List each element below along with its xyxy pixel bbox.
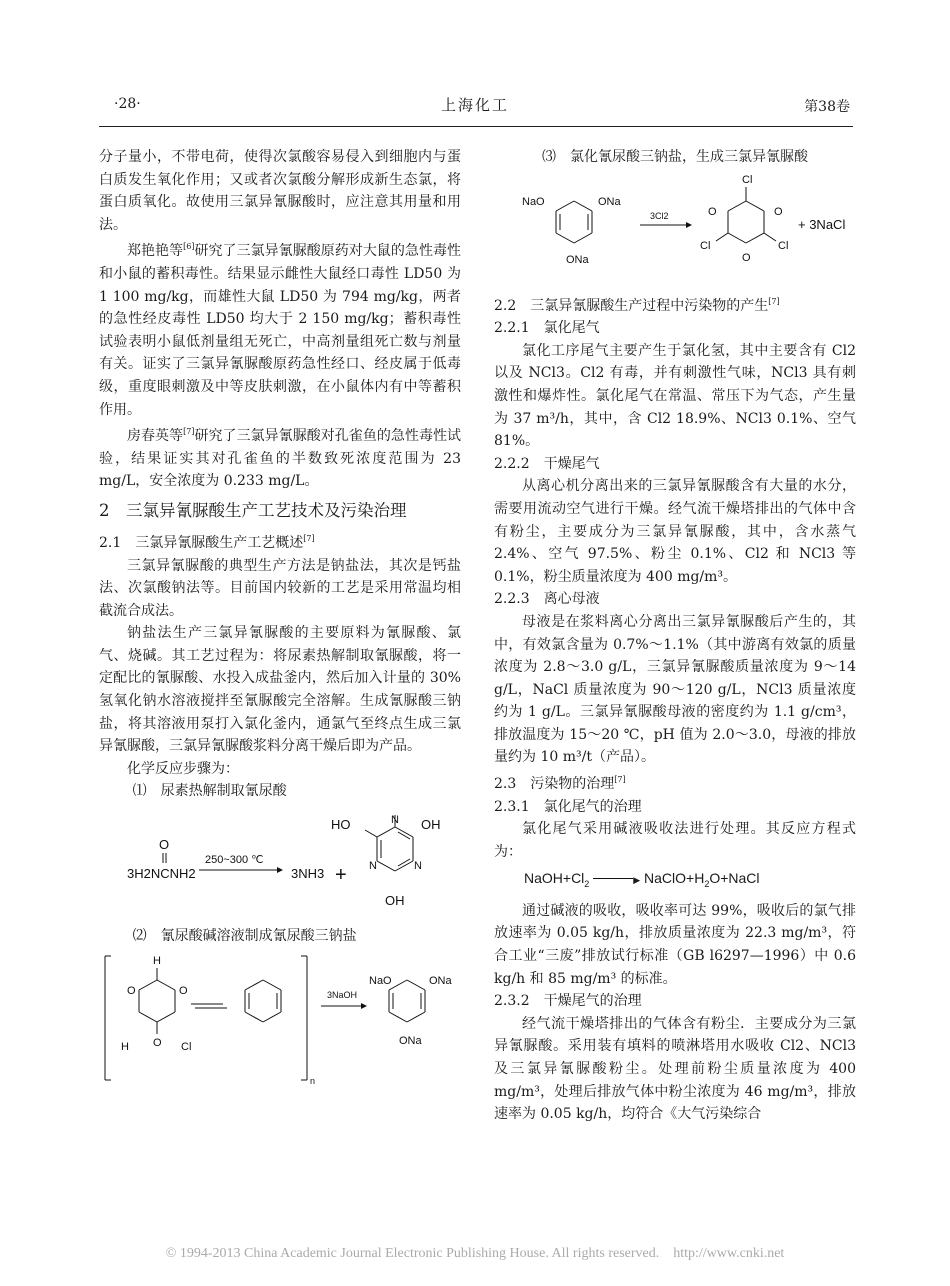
rx3-o-left: O bbox=[708, 205, 717, 218]
urea-formula: 3H2NCNH2 bbox=[127, 866, 196, 882]
section-2-heading: 2 三氯异氰脲酸生产工艺技术及污染治理 bbox=[99, 500, 407, 520]
journal-title: 上海化工 bbox=[440, 96, 509, 114]
rx3-cl-top: Cl bbox=[742, 173, 753, 186]
section-2-3-2-heading: 2.3.2 干燥尾气的治理 bbox=[494, 993, 642, 1010]
citation-7: [7] bbox=[183, 427, 195, 437]
section-2-3-heading: 2.3 污染物的治理[7] bbox=[494, 775, 626, 793]
urea-carbonyl-o: O bbox=[159, 837, 170, 853]
rx3-byproduct: + 3NaCl bbox=[798, 216, 846, 232]
paragraph-8: 从离心机分离出来的三氯异氰脲酸含有大量的水分，需要用流动空气进行干燥。经气流干燥塔排出的气体中含有粉尘，主要成分为三氯异氰脲酸，其中，含水蒸气 2.4%、空气 97.5%、粉尘 0.1%、Cl2 和 NCl3 等 0.1%，粉尘质量浓度为 400 mg/m³。 bbox=[494, 478, 856, 585]
page-number: ·28· bbox=[114, 96, 141, 112]
rx1-condition: 250~300 ℃ bbox=[205, 854, 264, 867]
absorption-equation: $NaOH+Cl_2$ ▶ $NaClO+H_2O+NaCl$ bbox=[524, 870, 760, 890]
rx2-n-subscript: n bbox=[310, 1075, 316, 1086]
right-column bbox=[494, 146, 856, 1126]
paragraph-4: 三氯异氰脲酸的典型生产方法是钠盐法，其次是钙盐法、次氯酸钠法等。目前国内较新的工艺是采用常温均相截流合成法。 bbox=[99, 557, 461, 619]
citation-6: [6] bbox=[183, 242, 195, 252]
ring-n-3: N bbox=[391, 814, 399, 827]
rx3-o-right: O bbox=[774, 205, 783, 218]
ammonia-formula: 3NH3 bbox=[291, 866, 325, 882]
rx3-ona-bottom: ONa bbox=[566, 253, 589, 266]
reaction-step-1: ⑴ 尿素热解制取氰尿酸 bbox=[132, 783, 287, 800]
rx3-ona-right: ONa bbox=[598, 195, 621, 208]
rx3-reagent: 3Cl2 bbox=[650, 210, 669, 221]
rx3-nao: NaO bbox=[522, 195, 545, 208]
section-2-2-3-heading: 2.2.3 离心母液 bbox=[494, 591, 600, 608]
section-2-1-heading: 2.1 三氯异氰脲酸生产工艺概述[7] bbox=[99, 533, 315, 551]
rx2-h-top: H bbox=[153, 954, 161, 967]
paragraph-9: 母液是在浆料离心分离出三氯异氰脲酸后产生的，其中，有效氯含量为 0.7%～1.1%（其中游离有效氯的质量浓度为 2.8～3.0 g/L，三氯异氰脲酸质量浓度为 9～14 g/L，NaCl 质量浓度为 90～120 g/L，NCl3 质量浓度约为 1 g/L。三氯异氰脲酸母液的密度约为 1.1 g/cm³，排放温度为 15～20 ℃，pH 值为 2.0～3.0，母液的排放量约为 10 m³/t（产品）。 bbox=[494, 613, 856, 766]
rx3-o-bottom: O bbox=[742, 251, 751, 264]
rx2-nao: NaO bbox=[369, 974, 392, 987]
header-rule bbox=[99, 126, 853, 127]
rx2-o-bottom: O bbox=[153, 1036, 162, 1049]
reaction-3-diagram bbox=[494, 171, 856, 289]
page-header bbox=[0, 0, 950, 132]
paragraph-1: 分子量小，不带电荷，使得次氯酸容易侵入到细胞内与蛋白质发生氧化作用；又或者次氯酸分解形成新生态氯，将蛋白质氧化。故使用三氯异氰脲酸时，应注意其用量和用法。 bbox=[99, 149, 461, 233]
rx2-o-left: O bbox=[127, 984, 136, 997]
ring-oh-label-1: OH bbox=[421, 817, 441, 833]
rx3-cl-right: Cl bbox=[778, 239, 789, 252]
reaction-1-diagram bbox=[99, 805, 461, 917]
rx2-cl: Cl bbox=[181, 1040, 192, 1053]
paragraph-7: 氯化工序尾气主要产生于氯化氢，其中主要含有 Cl2 以及 NCl3。Cl2 有毒，并有刺激性气味，NCl3 具有刺激性和爆炸性。氯化尾气在常温、常压下为气态，产生量为 37 m³/h，其中，含 Cl2 18.9%、NCl3 0.1%、空气 81%。 bbox=[494, 342, 856, 450]
rx2-reagent: 3NaOH bbox=[327, 989, 358, 1000]
volume-label: 第38卷 bbox=[804, 99, 850, 115]
ring-ho-label: HO bbox=[331, 817, 351, 833]
section-2-2-1-heading: 2.2.1 氯化尾气 bbox=[494, 320, 600, 337]
rx3-cl-left: Cl bbox=[700, 239, 711, 252]
paragraph-2: 郑艳艳等[6]研究了三氯异氰脲酸原药对大鼠的急性毒性和小鼠的蓄积毒性。结果显示雌性大鼠经口毒性 LD50 为 1 100 mg/kg，而雄性大鼠 LD50 为 794 mg/kg，两者的急性经皮毒性 LD50 均大于 2 150 mg/kg；蓄积毒性试验表明小鼠低剂量组无死亡，中高剂量组死亡数与剂量有关。证实了三氯异氰脲酸原药急性经口、经皮属于低毒级，重度眼刺激及中等皮肤刺激，在小鼠体内有中等蓄积作用。 bbox=[99, 242, 462, 418]
paragraph-12: 经气流干燥塔排出的气体含有粉尘．主要成分为三氯异氰脲酸。采用装有填料的喷淋塔用水吸收 Cl2、NCl3 及三氯异氰脲酸粉尘。处理前粉尘质量浓度为 400 mg/m³，处理后排放气体中粉尘浓度为 46 mg/m³，排放速率为 0.05 kg/h，均符合《大气污染综合 bbox=[494, 1015, 856, 1123]
paragraph-11: 通过碱液的吸收，吸收率可达 99%，吸收后的氯气排放速率为 0.05 kg/h，排放质量浓度为 22.3 mg/m³，符合工业“三废”排放试行标准（GB l6297—1996）中 0.6 kg/h 和 85 mg/m³ 的标准。 bbox=[494, 902, 856, 987]
paragraph-5: 钠盐法生产三氯异氰脲酸的主要原料为氰脲酸、氯气、烧碱。其工艺过程为：将尿素热解制取氰脲酸，将一定配比的氰脲酸、水投入成盐釜内，然后加入计量的 30% 氢氧化钠水溶液搅拌至氰脲酸完全溶解。生成氰脲酸三钠盐，将其溶液用泵打入氯化釜内，通氯气至终点生成三氯异氰脲酸，三氯异氰脲酸浆料分离干燥后即为产品。 bbox=[99, 625, 461, 755]
rx2-ona-right: ONa bbox=[429, 974, 452, 987]
section-2-3-1-heading: 2.3.1 氯化尾气的治理 bbox=[494, 798, 642, 815]
ring-n-1: N bbox=[369, 860, 377, 873]
rx2-o-right: O bbox=[179, 984, 188, 997]
rx2-h-bottom: H bbox=[121, 1040, 129, 1053]
left-column bbox=[99, 146, 461, 1088]
plus-sign: + bbox=[335, 864, 347, 887]
ring-oh-label-2: OH bbox=[385, 893, 405, 909]
rx2-ona-bottom: ONa bbox=[399, 1034, 422, 1047]
section-2-2-2-heading: 2.2.2 干燥尾气 bbox=[494, 455, 600, 472]
paragraph-10: 氯化尾气采用碱液吸收法进行处理。其反应方程式为： bbox=[494, 821, 856, 860]
ring-n-2: N bbox=[414, 860, 422, 873]
paragraph-3: 房春英等[7]研究了三氯异氰脲酸对孔雀鱼的急性毒性试验，结果证实其对孔雀鱼的半数致死浓度范围为 23 mg/L，安全浓度为 0.233 mg/L。 bbox=[99, 427, 462, 490]
reaction-2-diagram bbox=[99, 950, 461, 1086]
reaction-step-3: ⑶ 氯化氰尿酸三钠盐，生成三氯异氰脲酸 bbox=[542, 149, 808, 165]
paragraph-6: 化学反应步骤为： bbox=[127, 760, 239, 777]
section-2-2-heading: 2.2 三氯异氰脲酸生产过程中污染物的产生[7] bbox=[494, 296, 780, 314]
copyright-footer: © 1994-2013 China Academic Journal Electronic Publishing House. All rights reserved. http://www.cnki.net bbox=[165, 1246, 785, 1261]
reaction-step-2: ⑵ 氰尿酸碱溶液制成氰尿酸三钠盐 bbox=[132, 928, 357, 945]
